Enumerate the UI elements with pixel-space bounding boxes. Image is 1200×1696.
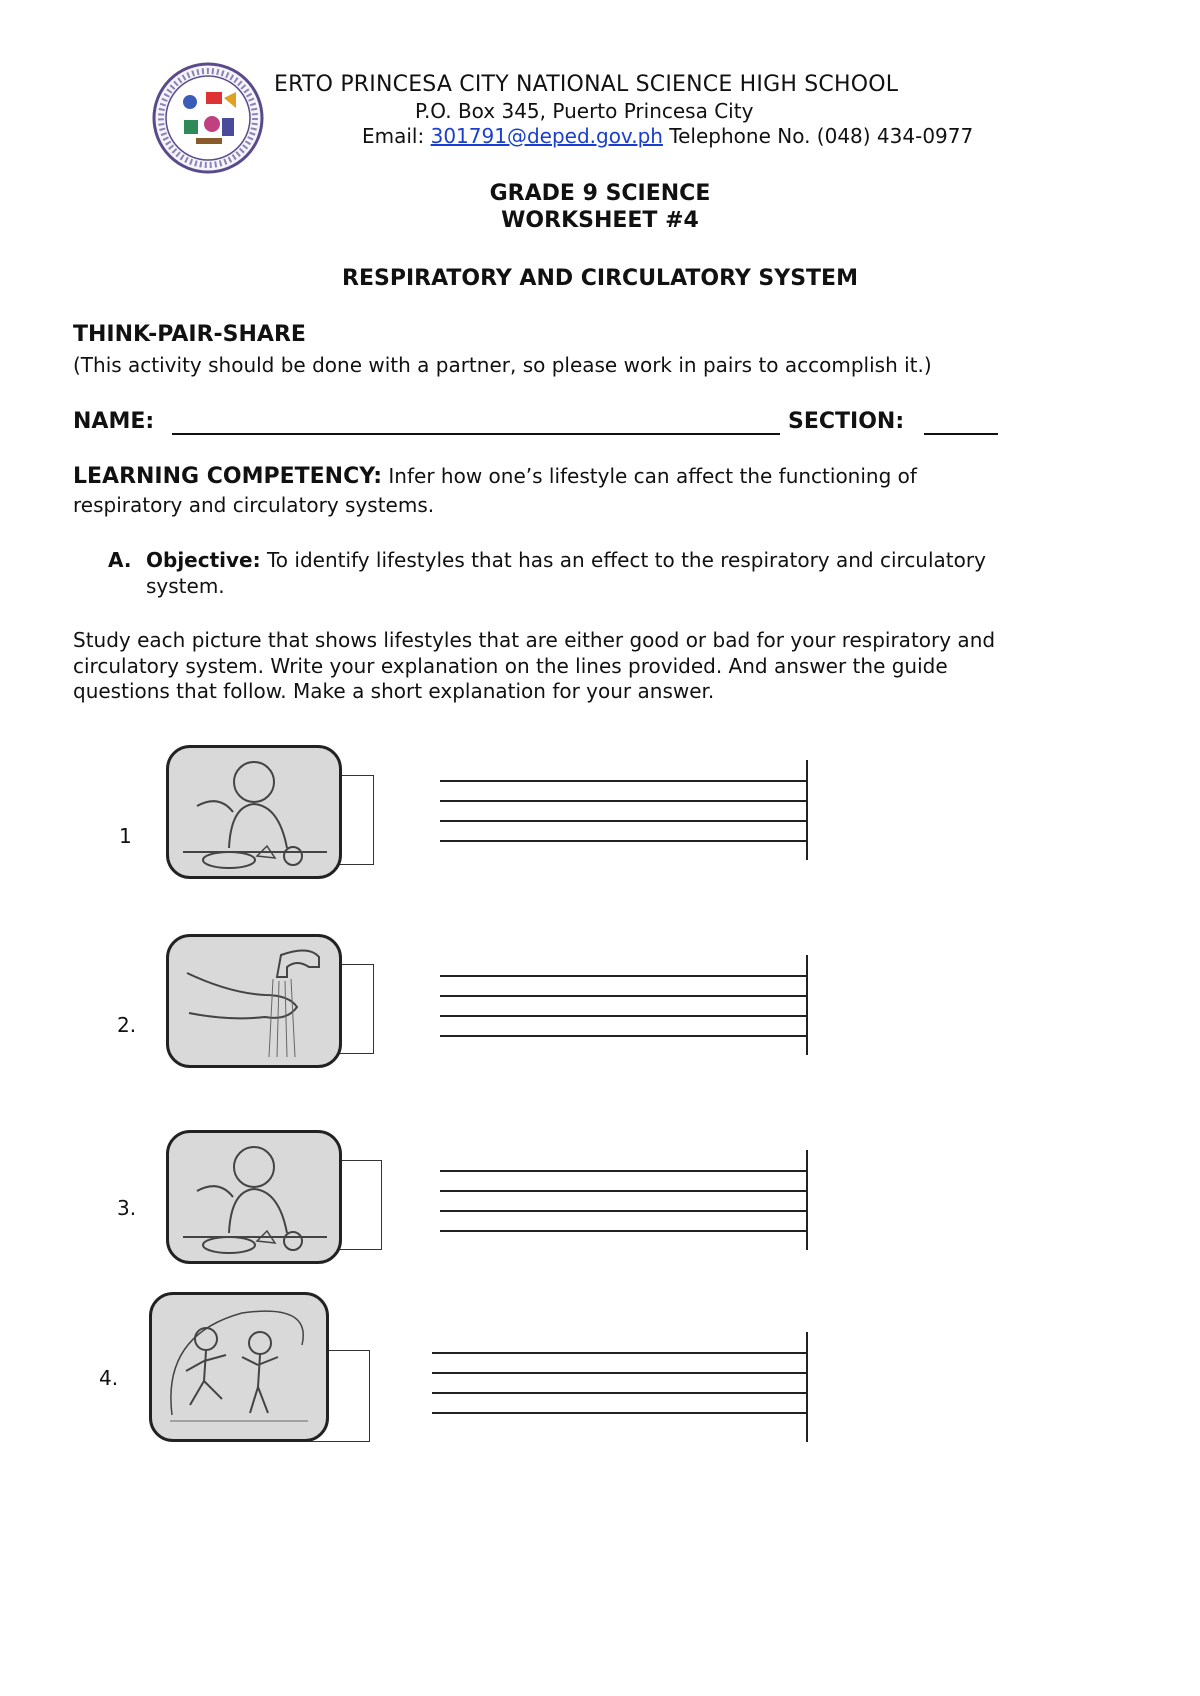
boy-eating-fruits-icon [169,748,339,876]
directions-line1: Study each picture that shows lifestyles that are either good or bad for your respiratory and [73,628,996,652]
item-number: 2. [117,1013,137,1037]
directions-line2: circulatory system. Write your explanation on the lines provided. And answer the guide [73,654,948,678]
section-label: SECTION: [788,409,905,434]
picture-card [166,1130,342,1264]
objective-line1 [146,548,986,572]
email-label: Email: [362,124,425,148]
school-name: ERTO PRINCESA CITY NATIONAL SCIENCE HIGH SCHOOL [274,72,899,97]
picture-card [149,1292,329,1442]
hand-washing-icon [169,937,339,1065]
objective-label: Objective: [146,548,261,572]
directions-line3: questions that follow. Make a short explanation for your answer. [73,679,715,703]
objective-marker: A. [108,548,132,572]
competency-text: Infer how one’s lifestyle can affect the functioning of [388,464,917,488]
grade-title: GRADE 9 SCIENCE [489,181,711,206]
objective-text: To identify lifestyles that has an effect to the respiratory and circulatory [266,548,986,572]
boy-eating-fruits-icon [169,1133,339,1261]
school-address: P.O. Box 345, Puerto Princesa City [415,99,754,123]
competency-label: LEARNING COMPETENCY: [73,464,383,489]
picture-card [166,934,342,1068]
item-number: 1 [119,824,132,848]
contact-line [362,124,973,148]
topic-title: RESPIRATORY AND CIRCULATORY SYSTEM [342,266,858,291]
competency-line1 [73,464,917,489]
section-field[interactable] [924,433,998,435]
school-seal-logo [152,62,264,174]
name-label: NAME: [73,409,155,434]
objective-line2: system. [146,574,225,598]
telephone: Telephone No. (048) 434-0977 [669,124,974,148]
competency-line2: respiratory and circulatory systems. [73,493,435,517]
item-number: 4. [99,1366,119,1390]
name-field[interactable] [172,433,780,435]
children-jumping-rope-icon [152,1295,326,1439]
email-link[interactable]: 301791@deped.gov.ph [430,124,663,148]
item-number: 3. [117,1196,137,1220]
activity-instruction: (This activity should be done with a partner, so please work in pairs to accomplish it.) [73,353,932,377]
picture-card [166,745,342,879]
worksheet-title: WORKSHEET #4 [501,208,699,233]
activity-name: THINK-PAIR-SHARE [73,322,306,347]
